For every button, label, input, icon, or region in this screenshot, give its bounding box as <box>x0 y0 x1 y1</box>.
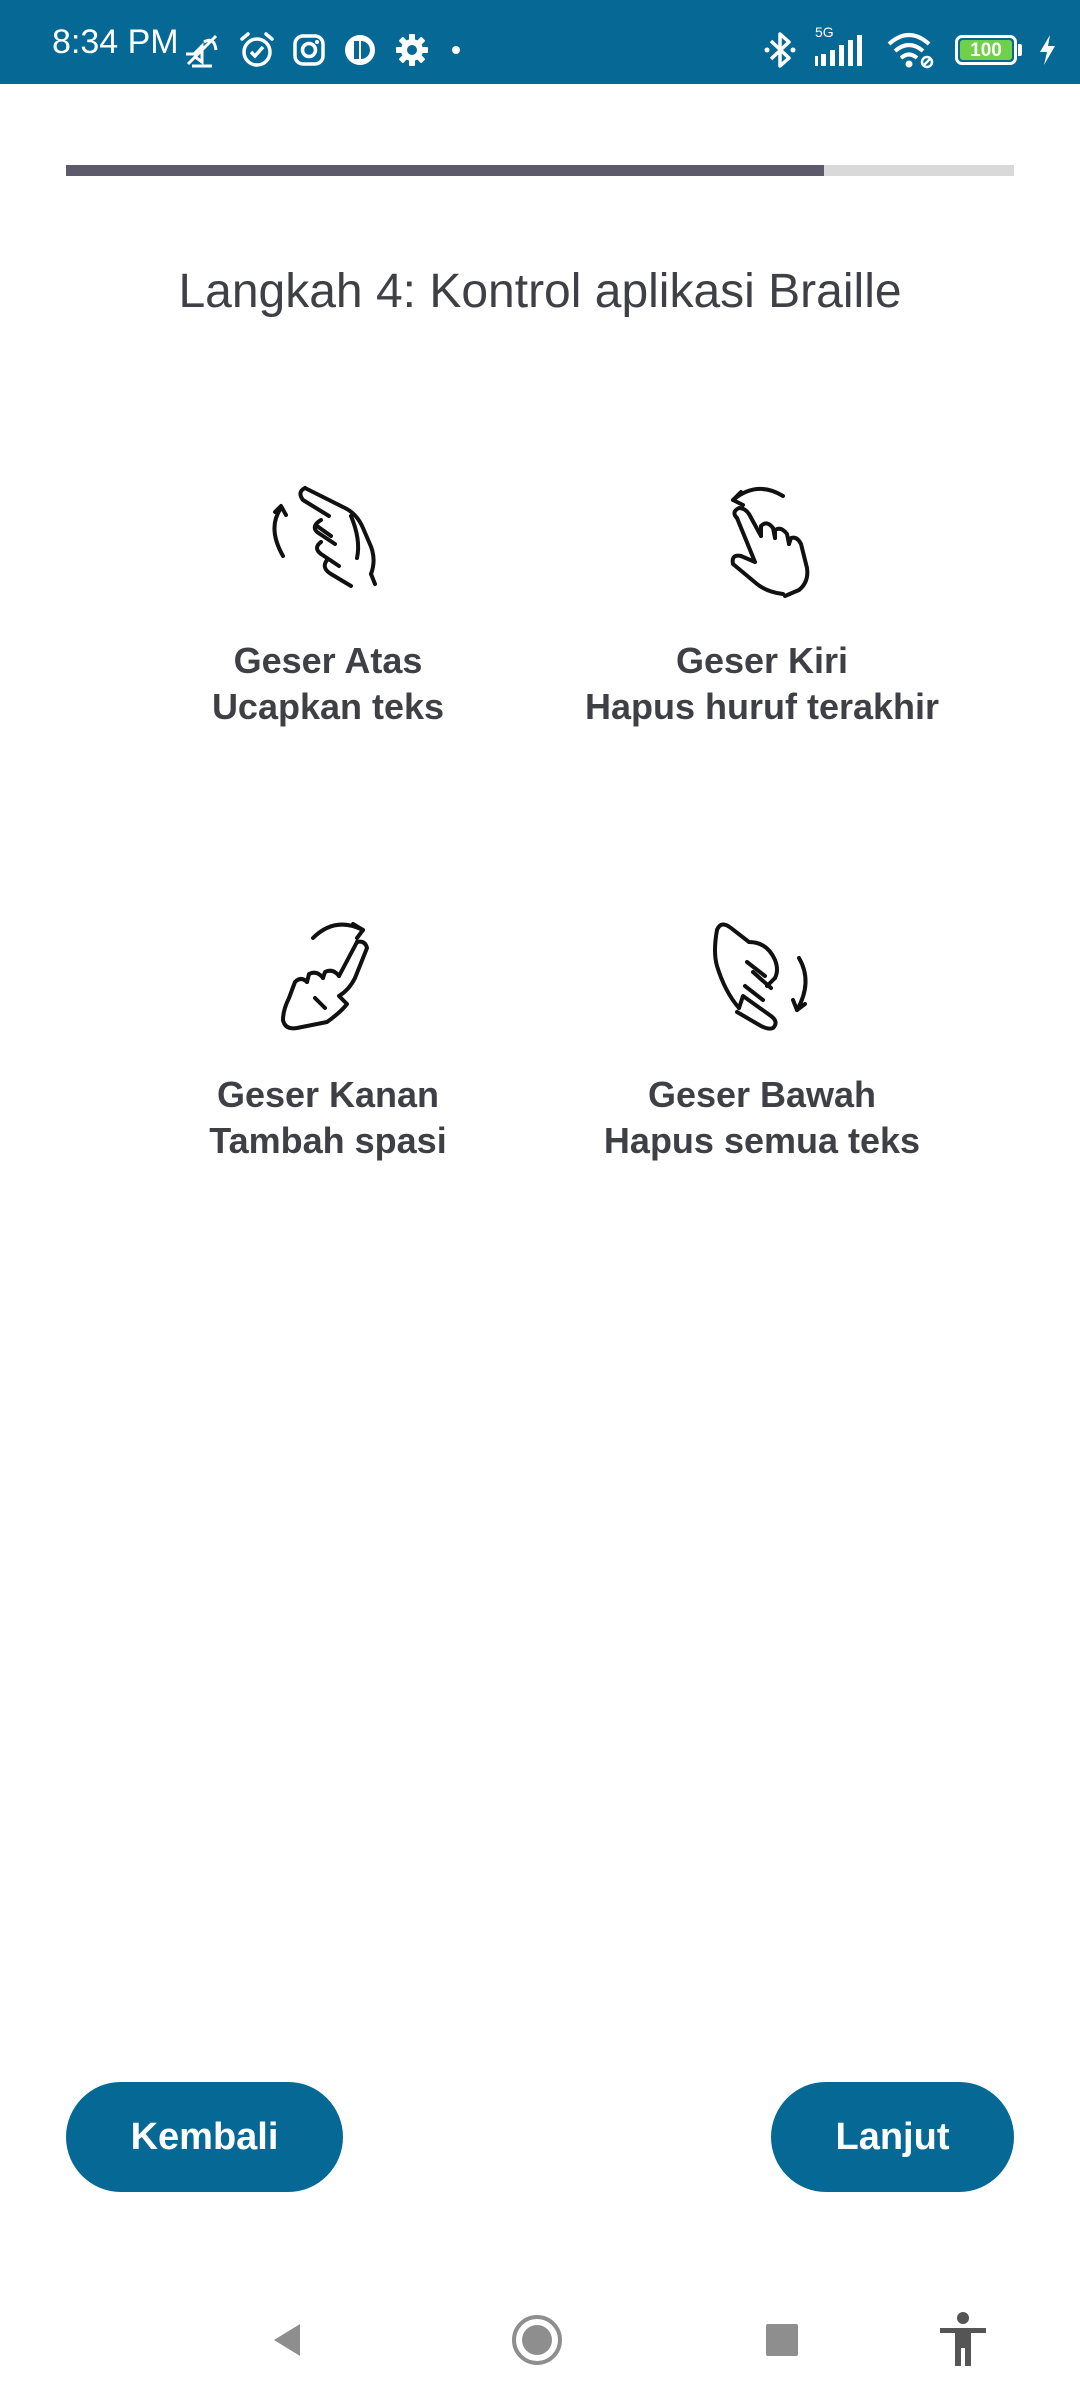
battery-icon <box>955 35 1022 65</box>
gesture-swipe-down <box>527 912 997 1164</box>
gesture-action: Tambah spasi <box>209 1120 447 1161</box>
battery-level: 100 <box>970 39 1002 61</box>
app-icon <box>342 32 378 68</box>
accessibility-icon[interactable] <box>933 2310 993 2370</box>
swipe-down-icon <box>687 912 837 1042</box>
battery-tip <box>1018 44 1022 56</box>
gesture-swipe-right <box>93 912 563 1164</box>
status-bar <box>0 0 1080 84</box>
navigation-bar <box>0 2270 1080 2400</box>
gesture-name: Geser Kiri <box>675 640 849 681</box>
status-icons-right <box>749 24 1058 72</box>
gesture-action: Ucapkan teks <box>211 686 445 727</box>
status-icons-left <box>182 30 482 70</box>
swipe-left-icon <box>687 478 837 608</box>
signal-icon <box>811 24 871 70</box>
progress-fill <box>66 165 824 176</box>
gesture-action: Hapus huruf terakhir <box>584 686 940 727</box>
alarm-icon <box>238 31 276 69</box>
wifi-icon <box>885 30 937 70</box>
instagram-icon <box>292 33 326 67</box>
gesture-swipe-up <box>93 478 563 730</box>
gesture-swipe-left <box>527 478 997 730</box>
gesture-name: Geser Kanan <box>216 1074 440 1115</box>
swipe-right-icon <box>253 912 403 1042</box>
bluetooth-icon <box>763 30 797 70</box>
next-button[interactable]: Lanjut <box>771 2082 1014 2192</box>
swipe-up-icon <box>253 478 403 608</box>
nav-recents-icon[interactable] <box>752 2310 812 2370</box>
page-title: Langkah 4: Kontrol aplikasi Braille <box>178 265 902 318</box>
back-button[interactable]: Kembali <box>66 2082 343 2192</box>
network-type: 5G <box>815 24 834 40</box>
dot-icon <box>446 40 466 60</box>
charging-icon <box>1036 33 1058 67</box>
gesture-name: Geser Atas <box>233 640 423 681</box>
battery-body <box>955 35 1017 65</box>
settings-icon <box>394 32 430 68</box>
nav-home-icon[interactable] <box>507 2310 567 2370</box>
nav-back-icon[interactable] <box>258 2310 318 2370</box>
gesture-name: Geser Bawah <box>647 1074 877 1115</box>
status-time: 8:34 PM <box>52 23 179 61</box>
gesture-action: Hapus semua teks <box>603 1120 921 1161</box>
mute-icon <box>182 32 222 68</box>
progress-bar <box>66 165 1014 176</box>
